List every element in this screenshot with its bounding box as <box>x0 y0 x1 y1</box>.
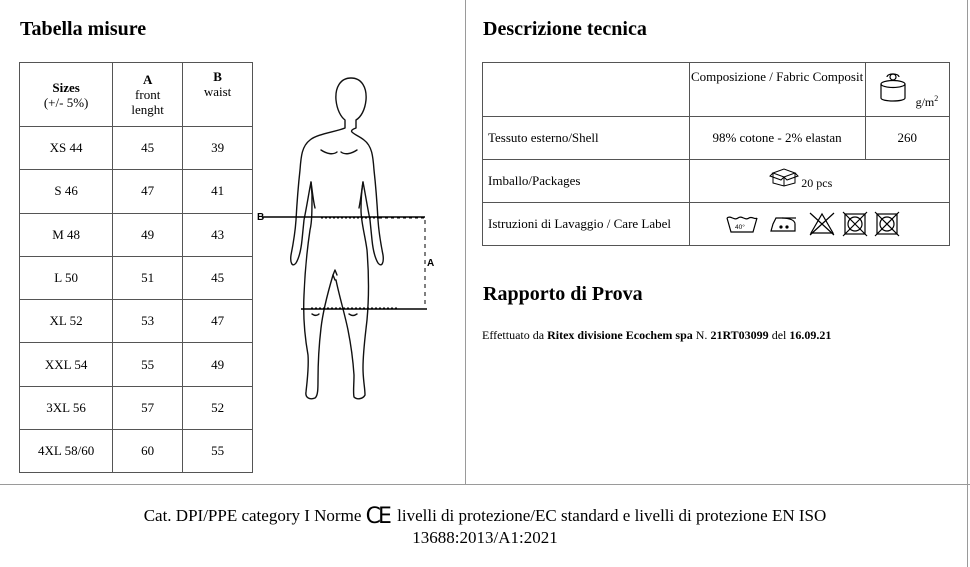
size-cell: XL 52 <box>20 300 113 343</box>
header-b: B waist <box>183 63 253 127</box>
no-bleach-icon <box>810 213 834 235</box>
b-cell: 39 <box>183 127 253 170</box>
care-label: Istruzioni di Lavaggio / Care Label <box>483 203 690 246</box>
right-border <box>967 0 968 567</box>
size-chart-title: Tabella misure <box>20 18 147 40</box>
size-cell: M 48 <box>20 213 113 256</box>
care-icons-cell <box>689 203 949 246</box>
b-cell: 47 <box>183 300 253 343</box>
test-report-title: Rapporto di Prova <box>483 283 643 305</box>
body-measurement-figure <box>255 70 450 410</box>
ce-mark-icon: CE <box>365 504 389 529</box>
a-cell: 51 <box>113 256 183 299</box>
table-row <box>483 117 950 160</box>
a-cell: 55 <box>113 343 183 386</box>
table-row <box>20 170 253 213</box>
size-table-header <box>20 63 253 127</box>
b-cell: 41 <box>183 170 253 213</box>
table-row <box>20 256 253 299</box>
a-cell: 45 <box>113 127 183 170</box>
table-row <box>20 213 253 256</box>
tech-table <box>482 62 950 246</box>
a-cell: 47 <box>113 170 183 213</box>
b-cell: 52 <box>183 386 253 429</box>
a-cell: 53 <box>113 300 183 343</box>
table-row <box>20 386 253 429</box>
b-cell: 43 <box>183 213 253 256</box>
a-cell: 60 <box>113 430 183 473</box>
test-report-text: Effettuato da Ritex divisione Ecochem spa N. 21RT03099 del 16.09.21 <box>482 328 832 342</box>
composition-header: Composizione / Fabric Composit <box>689 63 865 117</box>
size-cell: XS 44 <box>20 127 113 170</box>
label-b: B <box>257 212 265 223</box>
care-icons <box>724 210 914 238</box>
package-box-icon <box>769 167 799 187</box>
svg-text:40°: 40° <box>735 224 746 231</box>
header-sizes: Sizes (+/- 5%) <box>20 63 113 127</box>
size-cell: L 50 <box>20 256 113 299</box>
weight-unit: $g/m^2$ <box>915 93 939 109</box>
size-cell: XXL 54 <box>20 343 113 386</box>
table-row <box>483 203 950 246</box>
shell-composition: 98% cotone - 2% elastan <box>689 117 865 160</box>
b-cell: 45 <box>183 256 253 299</box>
packages-cell <box>689 160 949 203</box>
column-divider <box>465 0 466 484</box>
tech-description-title: Descrizione tecnica <box>483 18 647 40</box>
size-cell: S 46 <box>20 170 113 213</box>
footer-certification: Cat. DPI/PPE category I Norme CE livelli di protezione/EC standard e livelli di protezione EN ISO 13688:2013/A1:2021 <box>143 504 827 547</box>
a-cell: 49 <box>113 213 183 256</box>
no-dry-clean-icon <box>875 212 899 236</box>
iron-low-icon <box>771 218 796 231</box>
header-a: A front lenght <box>113 63 183 127</box>
size-table <box>19 62 253 473</box>
weight-scale-icon <box>878 70 908 104</box>
table-row <box>20 300 253 343</box>
a-cell: 57 <box>113 386 183 429</box>
packages-value: 20 pcs <box>801 176 833 190</box>
packages-label: Imballo/Packages <box>483 160 690 203</box>
shell-label: Tessuto esterno/Shell <box>483 117 690 160</box>
size-cell: 3XL 56 <box>20 386 113 429</box>
footer-divider <box>0 484 970 485</box>
weight-header <box>865 63 949 117</box>
size-cell: 4XL 58/60 <box>20 430 113 473</box>
wash-40-icon <box>727 217 757 232</box>
label-a: A <box>427 258 435 269</box>
table-row <box>20 430 253 473</box>
b-cell: 49 <box>183 343 253 386</box>
table-row <box>20 343 253 386</box>
no-tumble-dry-icon <box>843 212 867 236</box>
table-row <box>20 127 253 170</box>
b-cell: 55 <box>183 430 253 473</box>
tech-table-header <box>483 63 950 117</box>
shell-weight: 260 <box>865 117 949 160</box>
table-row <box>483 160 950 203</box>
